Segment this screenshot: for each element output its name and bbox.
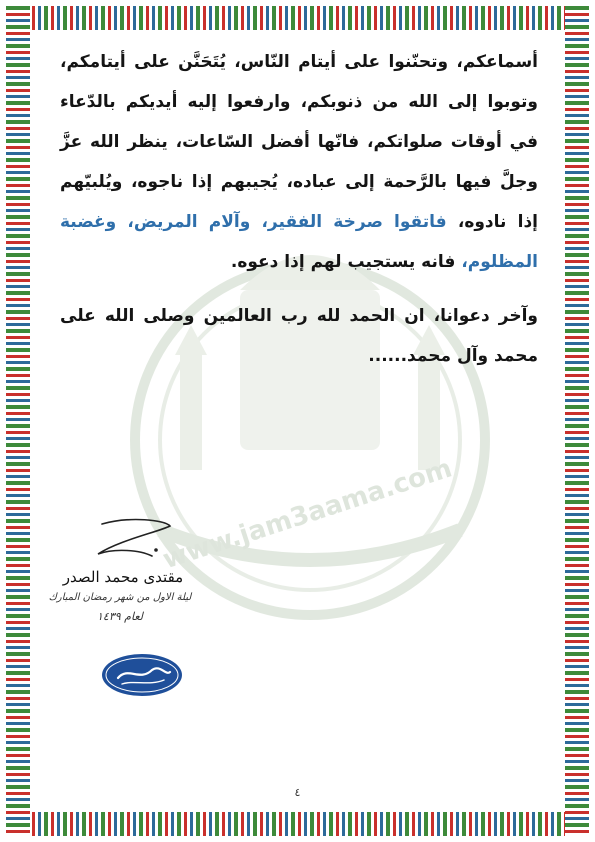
- decorative-border-right: [565, 6, 589, 836]
- paragraph-1-text: أسماعكم، وتحنّنوا على أيتام النّاس، يُتَحَنَّن على أيتامكم، وتوبوا إلى الله من ذنوبكم، وارفعوا إليه أيديكم بالدّعاء في أوقات صلواتكم، فانّها أفضل السّاعات، ينظر الله عزَّ وجلَّ فيها بالرَّحمة إلى عباده، يُجيبهم إذا ناجوه، ويُلبيّهم إذا نادوه،: [60, 52, 538, 232]
- letter-body: [60, 42, 538, 376]
- signature-date-line: ليلة الاول من شهر رمضان المبارك: [48, 592, 192, 603]
- paragraph-1-highlight: فاتقوا صرخة الفقير، وآلام المريض، وغضبة المظلوم،: [60, 212, 538, 272]
- decorative-border-bottom: [6, 812, 589, 836]
- page-number: ٤: [294, 786, 301, 799]
- decorative-border-top: [6, 6, 589, 30]
- signatory-name: مقتدى محمد الصدر: [62, 568, 184, 586]
- signature-year-line: لعام ١٤٣٩: [97, 610, 143, 623]
- handwritten-signature: [60, 510, 190, 570]
- decorative-border-left: [6, 6, 30, 836]
- watermark-url: www.jam3aama.com: [159, 453, 456, 576]
- paragraph-1-ending: فانه يستجيب لهم إذا دعوه.: [230, 252, 456, 272]
- official-seal-stamp: [100, 652, 184, 698]
- paragraph-2: وآخر دعوانا، ان الحمد لله رب العالمين وصلى الله على محمد وآل محمد......: [60, 306, 538, 366]
